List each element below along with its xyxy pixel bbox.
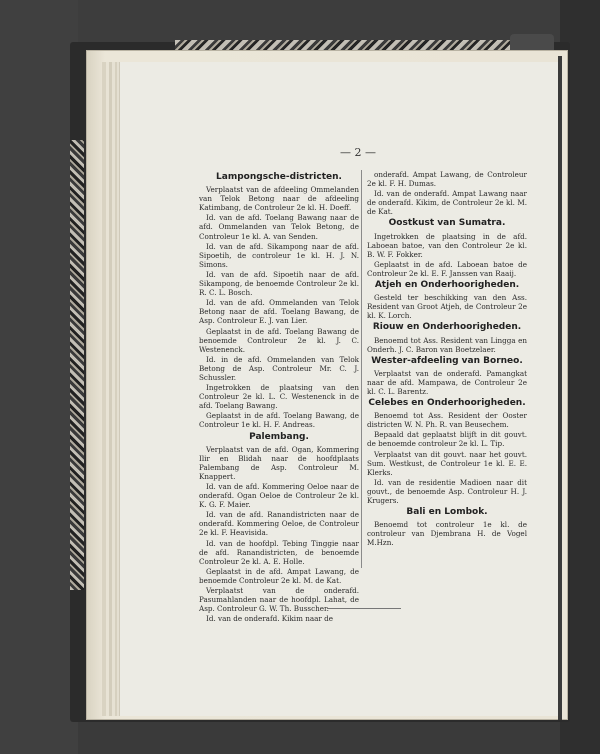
- paragraph: Benoemd tot controleur 1e kl. de controleur van Djembrana H. de Vogel M.Hzn.: [367, 520, 527, 548]
- marbled-edge-top: [175, 40, 520, 50]
- paragraph: Verplaatst van de afd. Ogan, Kommering Ilir en Blidah naar de hoofdplaats Palembang de Asp. Controleur M. Knappert.: [199, 444, 359, 481]
- backdrop-left: [0, 0, 78, 754]
- paragraph: Id. van de onderafd. Kikim naar de: [206, 614, 333, 624]
- left-column: [199, 170, 359, 624]
- paragraph: Benoemd tot Ass. Resident der Ooster districten W. N. Ph. R. van Beusechem.: [367, 411, 527, 430]
- paragraph: Bepaald dat geplaatst blijft in dit gouvt. de benoemde controleur 2e kl. L. Tip.: [367, 430, 527, 449]
- paragraph: Id. van de residentie Madioen naar dit gouvt., de benoemde Asp. Controleur H. J. Krugers.: [367, 477, 527, 505]
- marbled-edge: [70, 140, 84, 590]
- section-heading: Palembang.: [249, 431, 309, 442]
- section-heading: Lampongsche-districten.: [216, 172, 342, 182]
- paragraph: Geplaatst in de afd. Toelang Bawang de benoemde Controleur 2e kl. J. C. Westenenck.: [199, 326, 359, 354]
- section-heading: Bali en Lombok.: [406, 507, 488, 518]
- paragraph: Id. van de afd. Ommelanden van Telok Betong naar de afd. Toelang Bawang, de Asp. Controleur E. J. van Lier.: [199, 298, 359, 326]
- paragraph: Verplaatst van de afdeeling Ommelanden van Telok Betong naar de afdeeling Katimbang, de Controleur 2e kl. H. Doeff.: [199, 185, 359, 213]
- paragraph: Geplaatst in de afd. Toelang Bawang, de Controleur 1e kl. H. F. Andreas.: [199, 411, 359, 430]
- section-heading: Atjeh en Onderhoorigheden.: [374, 280, 520, 291]
- right-column: [367, 170, 527, 548]
- section-heading: Wester-afdeeling van Borneo.: [371, 355, 523, 366]
- paragraph: Gesteld ter beschikking van den Ass. Resident van Groot Atjeh, de Controleur 2e kl. K. Lorch.: [367, 293, 527, 321]
- section-heading: Celebes en Onderhoorigheden.: [368, 398, 526, 409]
- paragraph: Geplaatst in de afd. Ampat Lawang, de benoemde Controleur 2e kl. M. de Kat.: [199, 566, 359, 585]
- section-heading: Oostkust van Sumatra.: [388, 218, 506, 229]
- paragraph: Verplaatst van dit gouvt. naar het gouvt. Sum. Westkust, de Controleur 1e kl. E. E. Klerks.: [367, 449, 527, 477]
- paragraph: Id. van de afd. Sikampong naar de afd. Sipoetih, de controleur 1e kl. H. J. N. Simons.: [199, 241, 359, 269]
- paragraph: Ingetrokken de plaatsing in de afd. Laboean batoe, van den Controleur 2e kl. B. W. F. Fokker.: [367, 231, 527, 259]
- paragraph: Id. van de afd. Ranandistricten naar de onderafd. Kommering Oeloe, de Controleur 2e kl. F. Heavisida.: [199, 510, 359, 538]
- paragraph: Id. van de afd. Sipoetih naar de afd. Sikampong, de benoemde Controleur 2e kl. R. C. L. Bosch.: [199, 269, 359, 298]
- paragraph: Id. van de afd. Toelang Bawang naar de afd. Ommelanden van Telok Betong, de Controleur 1e kl. A. van Senden.: [199, 213, 359, 241]
- paragraph: Verplaatst van de onderafd. Pasumahlanden naar de hoofdpl. Lahat, de Asp. Controleur G. W. Th. Busscher.: [199, 586, 359, 614]
- paragraph: Id. in de afd. Ommelanden van Telok Betong de Asp. Controleur Mr. C. J. Schussler.: [199, 354, 359, 382]
- paragraph: onderafd. Ampat Lawang, de Controleur 2e kl. F. H. Dumas.: [367, 170, 527, 189]
- column-divider: [361, 170, 362, 568]
- paragraph: Geplaatst in de afd. Laboean batoe de Controleur 2e kl. E. F. Janssen van Raaij.: [367, 259, 527, 278]
- paragraph: Ingetrokken de plaatsing van den Controleur 2e kl. L. C. Westenenck in de afd. Toelang Bawang.: [199, 383, 359, 411]
- paragraph: Id. van de afd. Kommering Oeloe naar de onderafd. Ogan Oeloe de Controleur 2e kl. K. G. F. Maier.: [199, 482, 359, 510]
- paragraph: Verplaatst van de onderafd. Pamangkat naar de afd. Mampawa, de Controleur 2e kl. C. L. Barentz.: [367, 368, 527, 396]
- page-number: — 2 —: [340, 146, 376, 159]
- page-edge-shadow: [558, 56, 562, 720]
- paragraph: Benoemd tot Ass. Resident van Lingga en Onderh. J. C. Baron van Boetzelaer.: [367, 335, 527, 354]
- section-heading: Riouw en Onderhoorigheden.: [372, 322, 522, 333]
- paragraph: Id. van de hoofdpl. Tebing Tinggie naar de afd. Ranandistricten, de benoemde Controleur 2e kl. A. E. Holle.: [199, 538, 359, 566]
- paragraph: Id. van de onderafd. Ampat Lawang naar de onderafd. Kikim, de Controleur 2e kl. M. de Kat.: [367, 189, 527, 217]
